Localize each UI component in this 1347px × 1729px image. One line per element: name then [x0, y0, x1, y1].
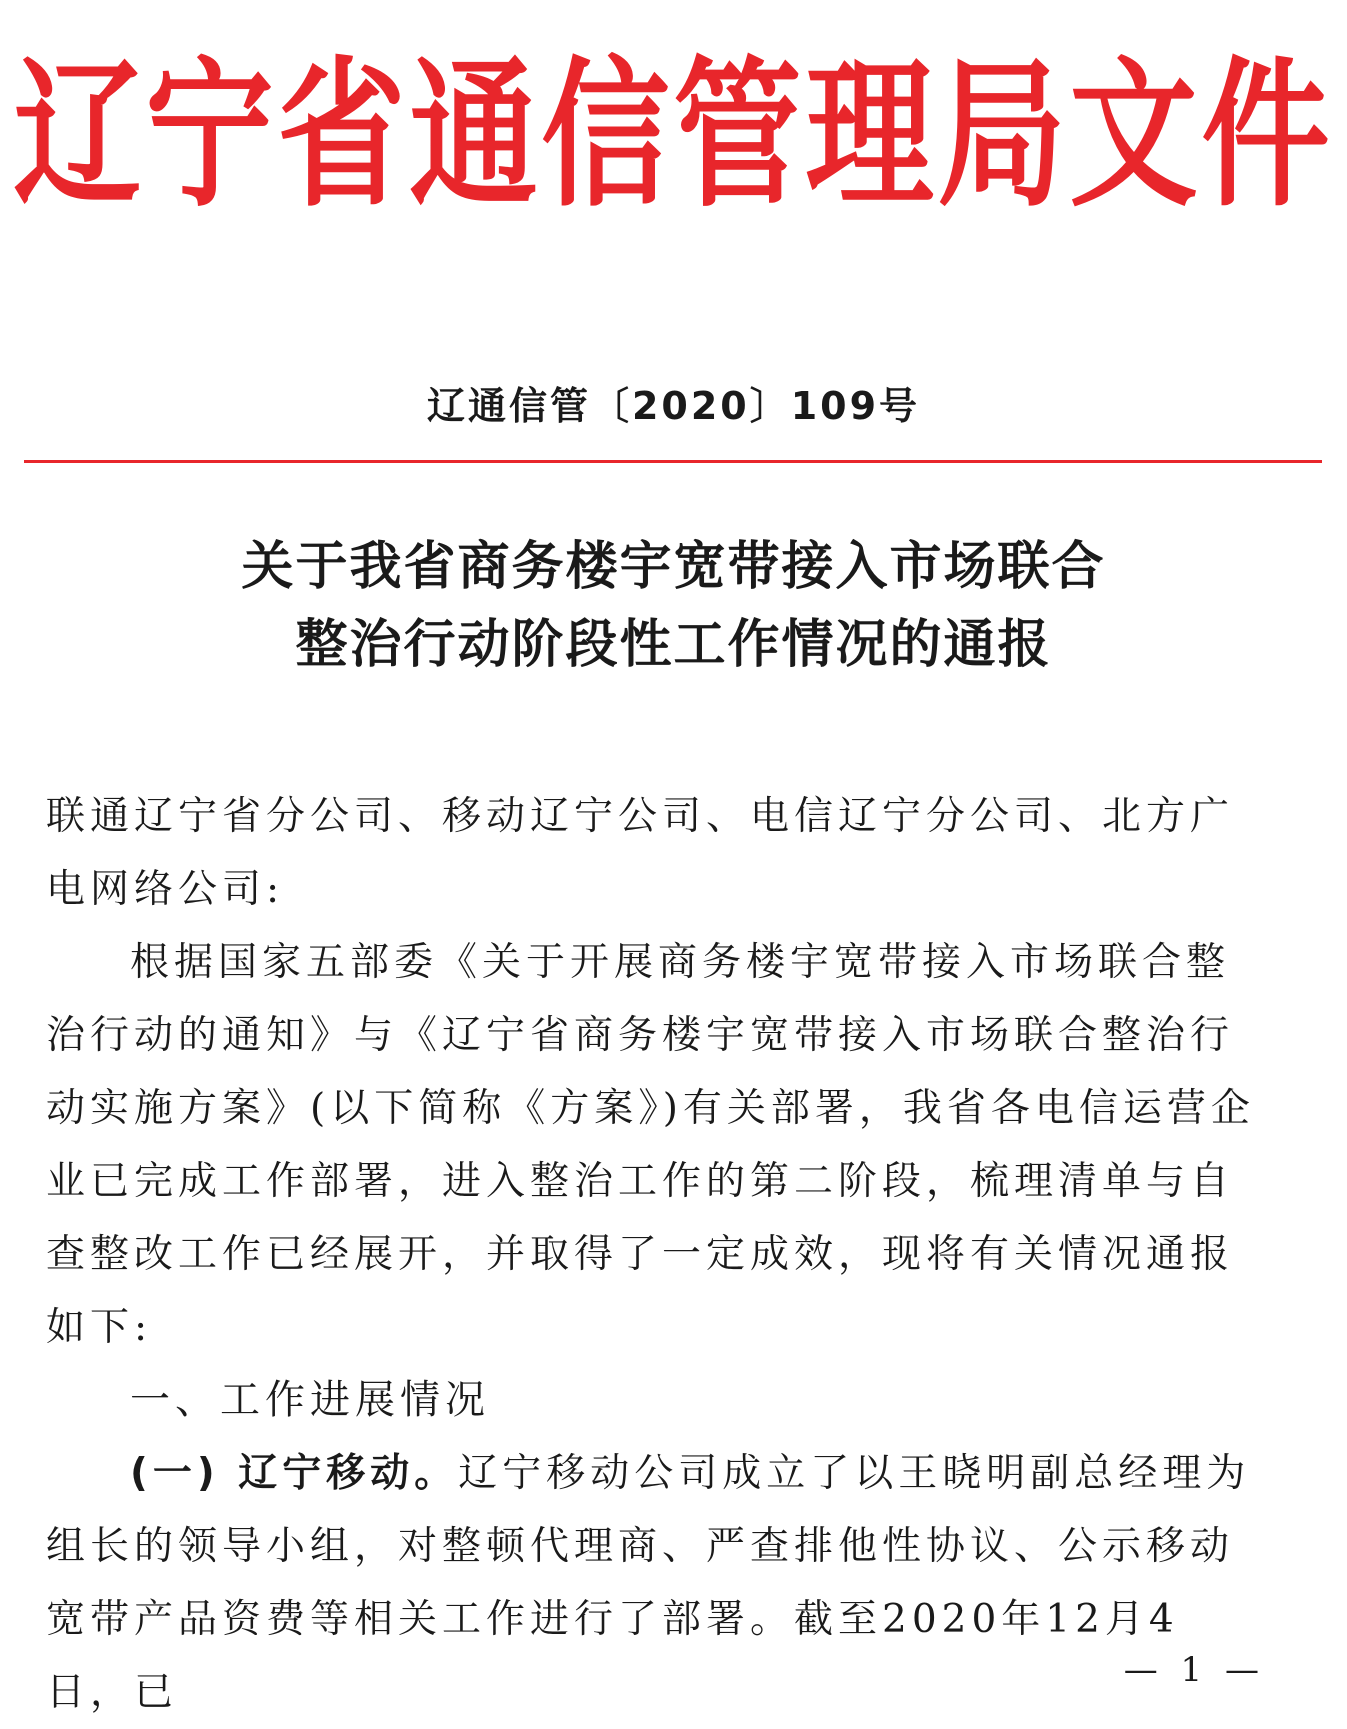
- item-lead: (一) 辽宁移动。: [130, 1451, 459, 1496]
- intro-paragraph: 根据国家五部委《关于开展商务楼宇宽带接入市场联合整治行动的通知》与《辽宁省商务楼宇宽带接入市场联合整治行动实施方案》(以下简称《方案》)有关部署，我省各电信运营企业已完成工作部署，进入整治工作的第二阶段，梳理清单与自查整改工作已经展开，并取得了一定成效，现将有关情况通报如下:: [46, 940, 1255, 1350]
- masthead-title: 辽宁省通信管理局文件: [13, 43, 1334, 230]
- page-number: — 1 —: [1123, 1650, 1265, 1690]
- title-line-1: 关于我省商务楼宇宽带接入市场联合: [241, 537, 1106, 597]
- document-number: 辽通信管〔2020〕109号: [426, 384, 921, 428]
- item-paragraph: [46, 1437, 1261, 1729]
- document-title: [0, 528, 1347, 684]
- document-body: [46, 780, 1261, 1729]
- recipients: 联通辽宁省分公司、移动辽宁公司、电信辽宁分公司、北方广电网络公司:: [46, 794, 1235, 912]
- title-line-2: 整治行动阶段性工作情况的通报: [295, 615, 1052, 675]
- section-heading: 一、工作进展情况: [130, 1377, 490, 1423]
- red-divider: [24, 460, 1322, 463]
- item-text: 辽宁移动公司成立了以王晓明副总经理为组长的领导小组，对整顿代理商、严查排他性协议、公示移动宽带产品资费等相关工作进行了部署。截至2020年12月4日，已: [46, 1451, 1251, 1715]
